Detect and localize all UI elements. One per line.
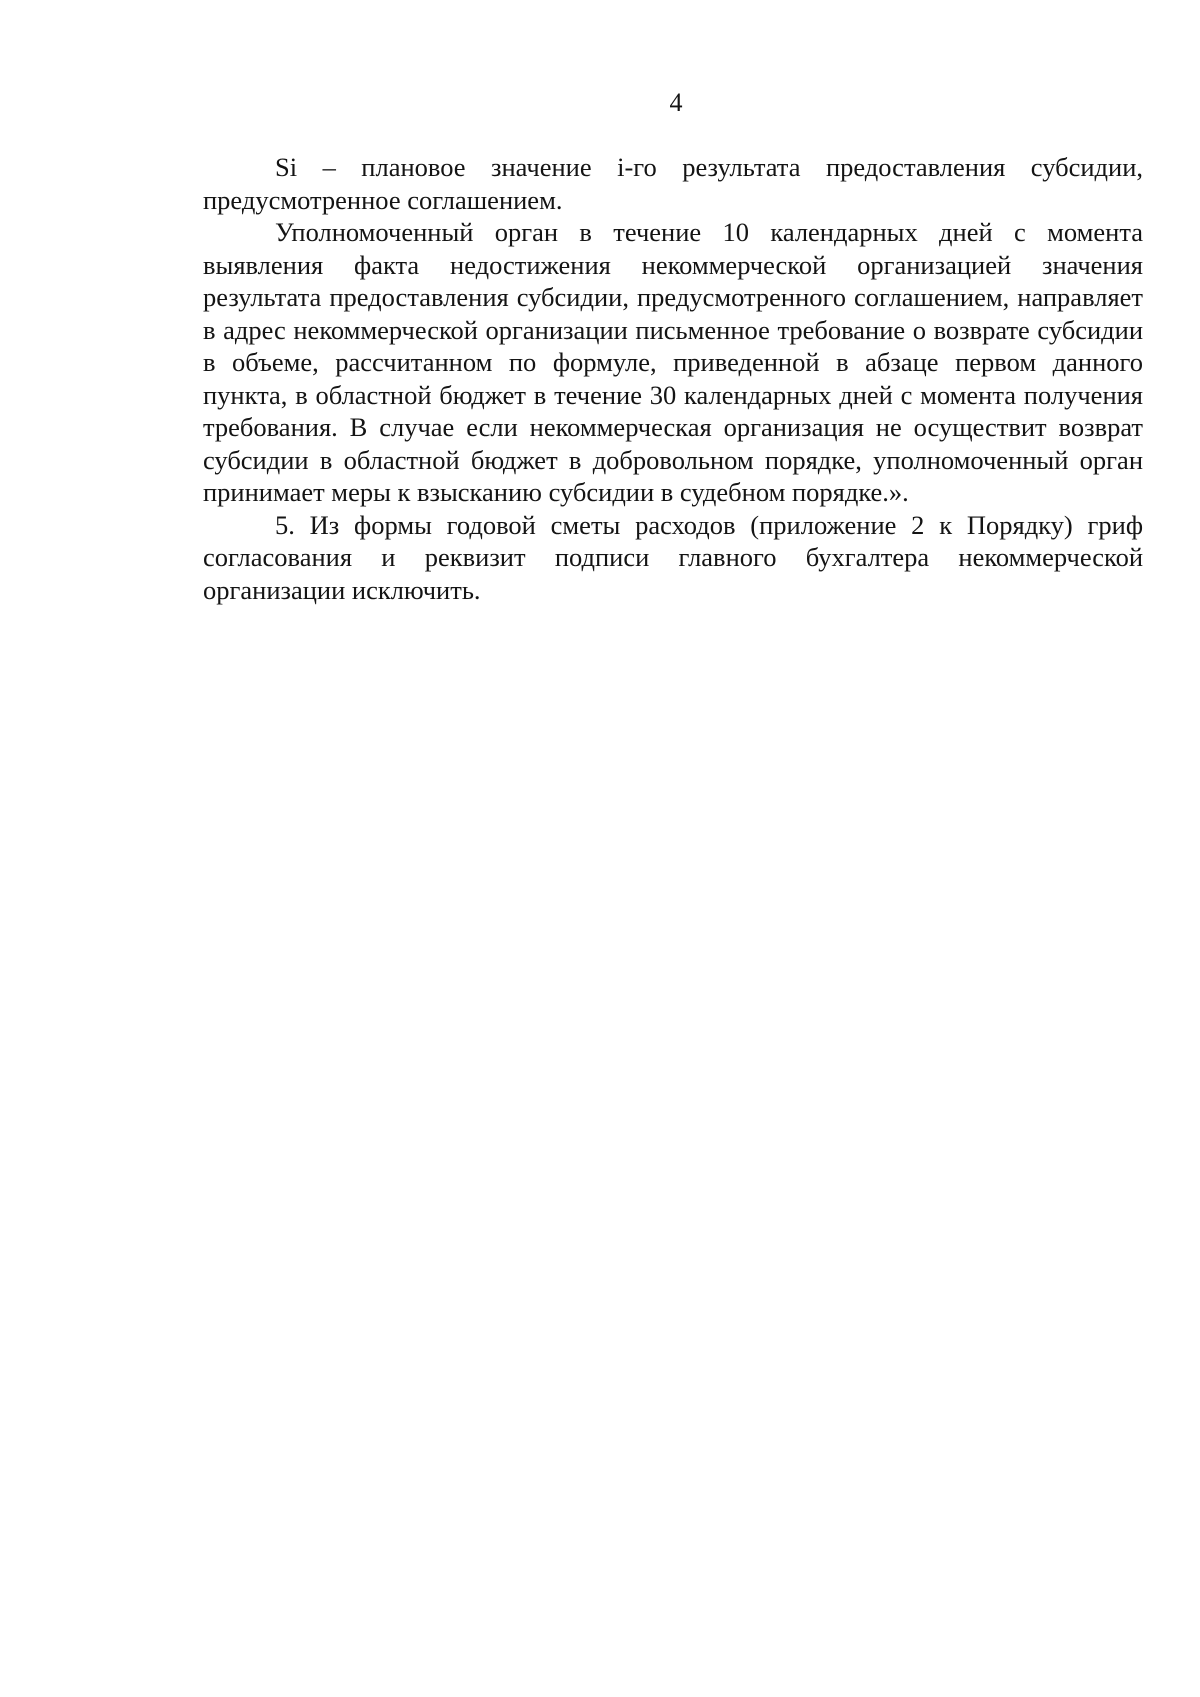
paragraph-subsidy-return: Уполномоченный орган в течение 10 календарных дней с момента выявления факта недостижения некоммерческой организацией значения результата предоставления субсидии, предусмотренного соглашением, направляет в адрес некоммерческой организации письменное требование о возврате субсидии в объеме, рассчитанном по формуле, приведенной в абзаце первом данного пункта, в областной бюджет в течение 30 календарных дней с момента получения требования. В случае если некоммерческая организация не осуществит возврат субсидии в областной бюджет в добровольном порядке, уполномоченный орган принимает меры к взысканию субсидии в судебном порядке.». [203, 217, 1143, 507]
paragraph-si-definition: Si – плановое значение i-го результата предоставления субсидии, предусмотренное соглашением. [203, 152, 1143, 215]
page-number: 4 [669, 88, 683, 117]
document-body [203, 151, 1143, 606]
paragraph-item-5: 5. Из формы годовой сметы расходов (приложение 2 к Порядку) гриф согласования и реквизит подписи главного бухгалтера некоммерческой организации исключить. [203, 509, 1143, 605]
